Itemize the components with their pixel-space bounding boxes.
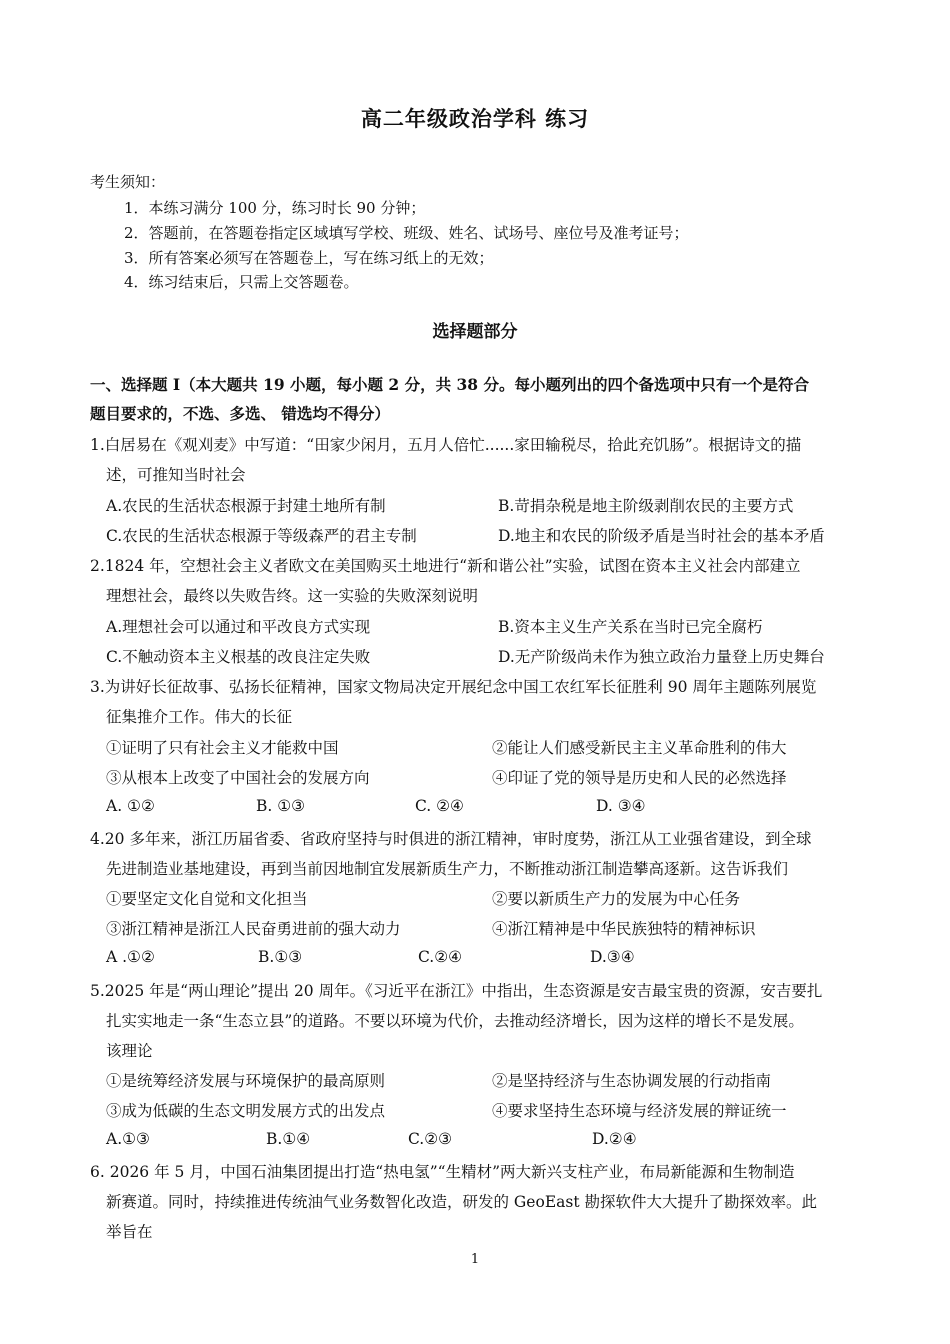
question-stem: 述，可推知当时社会 bbox=[106, 466, 246, 484]
statement-item: ②要以新质生产力的发展为中心任务 bbox=[492, 890, 741, 908]
option-a: A.农民的生活状态根源于封建土地所有制 bbox=[106, 497, 386, 515]
choice-b: B.①④ bbox=[266, 1130, 311, 1148]
notice-item: 1．本练习满分 100 分，练习时长 90 分钟； bbox=[124, 199, 426, 217]
notice-item: 3．所有答案必须写在答题卷上，写在练习纸上的无效； bbox=[124, 249, 494, 267]
option-b: B.资本主义生产关系在当时已完全腐朽 bbox=[498, 618, 763, 636]
option-a: A.理想社会可以通过和平改良方式实现 bbox=[106, 618, 371, 636]
question-stem: 先进制造业基地建设，再到当前因地制宜发展新质生产力，不断推动浙江制造攀高逐新。这告诉我们 bbox=[106, 860, 789, 878]
choice-c: C.②④ bbox=[418, 948, 463, 966]
option-c: C.农民的生活状态根源于等级森严的君主专制 bbox=[106, 527, 417, 545]
option-c: C.不触动资本主义根基的改良注定失败 bbox=[106, 648, 371, 666]
choice-a: A .①② bbox=[106, 948, 155, 966]
notice-heading: 考生须知： bbox=[90, 173, 166, 191]
question-stem: 2.1824 年，空想社会主义者欧文在美国购买土地进行“新和谐公社”实验，试图在资本主义社会内部建立 bbox=[90, 557, 801, 575]
choice-d: D.②④ bbox=[592, 1130, 637, 1148]
question-stem: 4.20 多年来，浙江历届省委、省政府坚持与时俱进的浙江精神，审时度势，浙江从工业强省建设，到全球 bbox=[90, 830, 812, 848]
question-stem: 扎实实地走一条“生态立县”的道路。不要以环境为代价，去推动经济增长，因为这样的增长不是发展。 bbox=[106, 1012, 804, 1030]
option-d: D.无产阶级尚未作为独立政治力量登上历史舞台 bbox=[498, 648, 825, 666]
question-stem: 6. 2026 年 5 月，中国石油集团提出打造“热电氢”“生精材”两大新兴支柱产业，布局新能源和生物制造 bbox=[90, 1163, 795, 1181]
choice-a: A. ①② bbox=[106, 797, 155, 815]
statement-item: ①证明了只有社会主义才能救中国 bbox=[106, 739, 339, 757]
question-stem: 征集推介工作。伟大的长征 bbox=[106, 708, 293, 726]
choice-b: B.①③ bbox=[258, 948, 303, 966]
choice-c: C. ②④ bbox=[415, 797, 464, 815]
statement-item: ③从根本上改变了中国社会的发展方向 bbox=[106, 769, 370, 787]
statement-item: ④浙江精神是中华民族独特的精神标识 bbox=[492, 920, 756, 938]
statement-item: ①要坚定文化自觉和文化担当 bbox=[106, 890, 308, 908]
notice-item: 2．答题前，在答题卷指定区域填写学校、班级、姓名、试场号、座位号及准考证号； bbox=[124, 224, 689, 242]
page-title: 高二年级政治学科 练习 bbox=[360, 106, 590, 131]
choice-c: C.②③ bbox=[408, 1130, 453, 1148]
statement-item: ②能让人们感受新民主主义革命胜利的伟大 bbox=[492, 739, 787, 757]
page-number: 1 bbox=[470, 1252, 480, 1267]
question-stem: 理想社会，最终以失败告终。这一实验的失败深刻说明 bbox=[106, 587, 479, 605]
statement-item: ③浙江精神是浙江人民奋勇进前的强大动力 bbox=[106, 920, 401, 938]
question-stem: 3.为讲好长征故事、弘扬长征精神，国家文物局决定开展纪念中国工农红军长征胜利 90 周年主题陈列展览 bbox=[90, 678, 817, 696]
question-stem: 举旨在 bbox=[106, 1223, 153, 1241]
question-stem: 该理论 bbox=[106, 1042, 153, 1060]
choice-d: D.③④ bbox=[590, 948, 635, 966]
option-d: D.地主和农民的阶级矛盾是当时社会的基本矛盾 bbox=[498, 527, 825, 545]
statement-item: ④印证了党的领导是历史和人民的必然选择 bbox=[492, 769, 787, 787]
statement-item: ④要求坚持生态环境与经济发展的辩证统一 bbox=[492, 1102, 787, 1120]
choice-d: D. ③④ bbox=[596, 797, 646, 815]
section-title: 选择题部分 bbox=[432, 322, 518, 342]
statement-item: ①是统筹经济发展与环境保护的最高原则 bbox=[106, 1072, 386, 1090]
statement-item: ②是坚持经济与生态协调发展的行动指南 bbox=[492, 1072, 772, 1090]
question-stem: 1.白居易在《观刈麦》中写道：“田家少闲月，五月人倍忙......家田输税尽，拾此充饥肠”。根据诗文的描 bbox=[90, 436, 802, 454]
option-b: B.苛捐杂税是地主阶级剥削农民的主要方式 bbox=[498, 497, 794, 515]
question-stem: 5.2025 年是“两山理论”提出 20 周年。《习近平在浙江》中指出，生态资源是安吉最宝贵的资源，安吉要扎 bbox=[90, 982, 823, 1000]
part-instruction: 一、选择题 I（本大题共 19 小题，每小题 2 分，共 38 分。每小题列出的四个备选项中只有一个是符合 bbox=[90, 375, 809, 394]
part-instruction: 题目要求的，不选、多选、 错选均不得分） bbox=[90, 404, 390, 423]
question-stem: 新赛道。同时，持续推进传统油气业务数智化改造，研发的 GeoEast 勘探软件大大提升了勘探效率。此 bbox=[106, 1193, 817, 1211]
choice-a: A.①③ bbox=[106, 1130, 150, 1148]
statement-item: ③成为低碳的生态文明发展方式的出发点 bbox=[106, 1102, 386, 1120]
choice-b: B. ①③ bbox=[256, 797, 306, 815]
notice-item: 4．练习结束后，只需上交答题卷。 bbox=[124, 273, 359, 291]
